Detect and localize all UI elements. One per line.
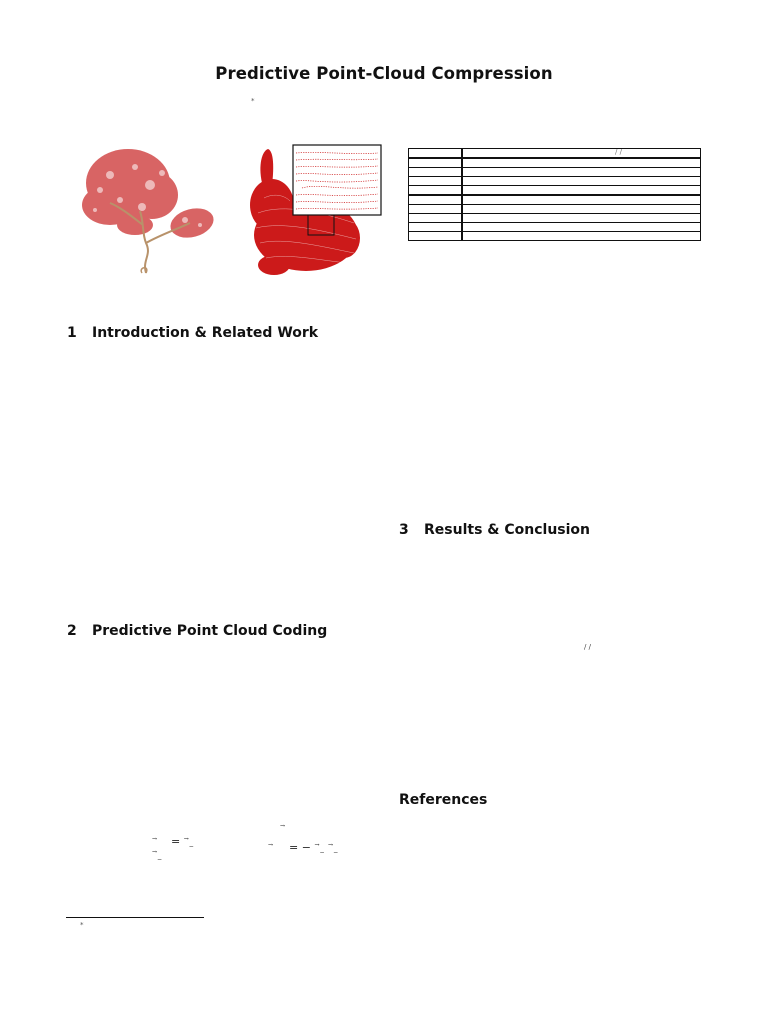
equation-right: → → = − →$_-$ →$_-$: [268, 822, 339, 857]
paper-title: Predictive Point-Cloud Compression: [215, 64, 553, 83]
section3-mark: / /: [584, 643, 591, 651]
section-title: Predictive Point Cloud Coding: [92, 623, 328, 639]
section-heading-2: [67, 623, 327, 639]
table-row: [409, 177, 701, 186]
tree-point-cloud-image: [80, 145, 220, 275]
results-table: [408, 148, 701, 241]
equation-left: → = →$_-$ →$_-$: [152, 835, 194, 864]
footnote-rule: [66, 917, 204, 918]
table-row: [409, 186, 701, 196]
section-number: 2: [67, 623, 77, 639]
section-heading-1: [67, 325, 318, 341]
equation-left-text: =: [171, 835, 184, 848]
table-row: [409, 158, 701, 168]
references-heading: References: [399, 792, 488, 808]
section-title: Results & Conclusion: [424, 522, 590, 538]
table-header-mark: / /: [615, 148, 622, 156]
equation-right-text: = −: [289, 841, 311, 854]
footnote-mark: *: [80, 921, 84, 929]
table-row: [409, 223, 701, 232]
table-header-row: [409, 149, 701, 159]
table-row: [409, 205, 701, 214]
section-number: 1: [67, 325, 77, 341]
bunny-point-cloud-image: [244, 143, 384, 278]
author-footnote-mark: *: [251, 97, 255, 105]
section-heading-3: [399, 522, 590, 538]
section-number: 3: [399, 522, 409, 538]
table-row: [409, 168, 701, 177]
table-row: [409, 232, 701, 241]
section-title: Introduction & Related Work: [92, 325, 319, 341]
table-row: [409, 214, 701, 223]
table-row: [409, 195, 701, 205]
